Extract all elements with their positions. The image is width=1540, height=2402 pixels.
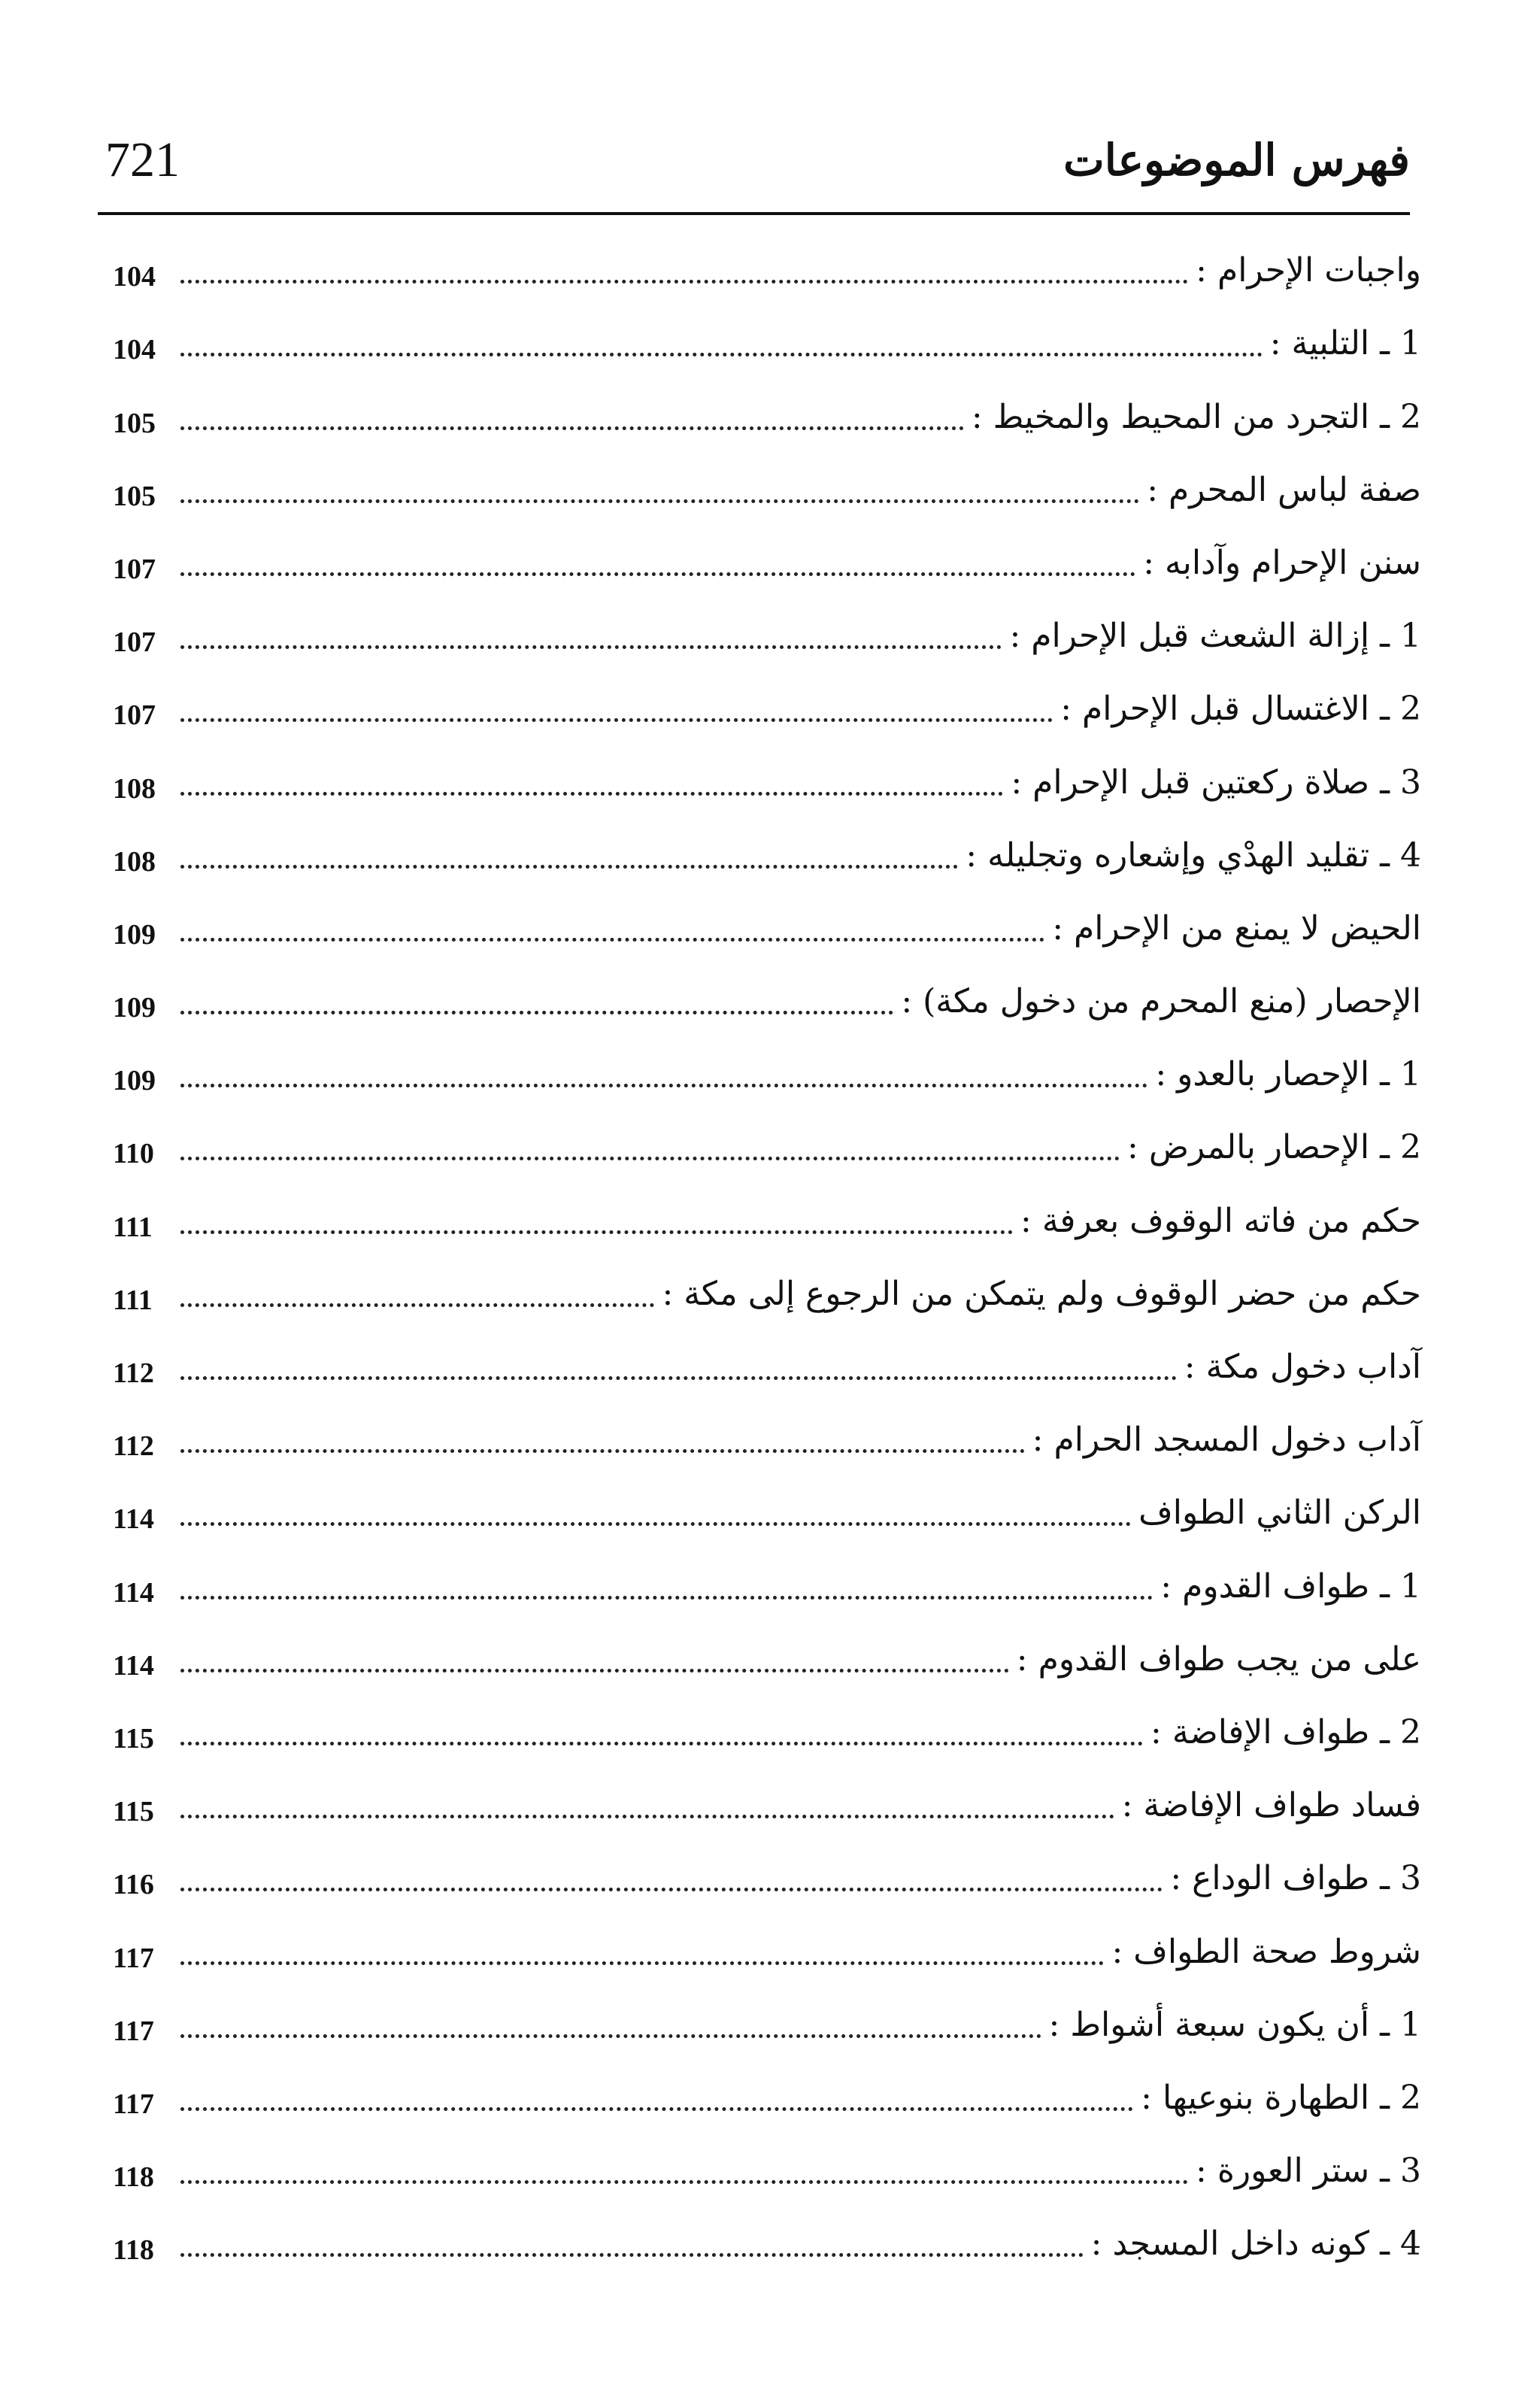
page-number: 721 bbox=[105, 132, 180, 187]
toc-entry[interactable] bbox=[113, 1761, 1421, 1833]
toc-page-number: 118 bbox=[113, 2234, 154, 2267]
toc-page-number: 108 bbox=[113, 845, 156, 878]
toc-page-number: 117 bbox=[113, 2015, 154, 2047]
header-divider bbox=[98, 212, 1410, 215]
toc-entry[interactable] bbox=[113, 2126, 1421, 2199]
toc-entry[interactable] bbox=[113, 1833, 1421, 1906]
toc-dot-leader bbox=[180, 1669, 1009, 1673]
toc-entry[interactable] bbox=[113, 1249, 1421, 1322]
toc-title: 4 ـ تقليد الهدْي وإشعاره وتجليله : bbox=[966, 836, 1421, 875]
toc-dot-leader bbox=[180, 1961, 1104, 1965]
toc-page-number: 107 bbox=[113, 553, 156, 585]
toc-dot-leader bbox=[180, 499, 1139, 503]
toc-entry[interactable] bbox=[113, 1906, 1421, 1979]
toc-page-number: 110 bbox=[113, 1138, 154, 1170]
toc-page-number: 112 bbox=[113, 1357, 154, 1389]
toc-page-number: 111 bbox=[113, 1211, 153, 1243]
toc-page-number: 109 bbox=[113, 992, 156, 1024]
toc-page-number: 118 bbox=[113, 2161, 154, 2194]
toc-entry[interactable] bbox=[113, 226, 1421, 299]
toc-title: على من يجب طواف القدوم : bbox=[1016, 1639, 1421, 1679]
toc-entry[interactable] bbox=[113, 811, 1421, 884]
toc-title: الركن الثاني الطواف bbox=[1138, 1494, 1421, 1533]
toc-entry[interactable] bbox=[113, 518, 1421, 591]
toc-title: 2 ـ التجرد من المحيط والمخيط : bbox=[971, 397, 1421, 436]
toc-dot-leader bbox=[180, 280, 1188, 284]
toc-dot-leader bbox=[180, 645, 1002, 649]
toc-entry[interactable] bbox=[113, 2199, 1421, 2272]
toc-dot-leader bbox=[180, 1742, 1143, 1745]
toc-title: الإحصار (منع المحرم من دخول مكة) : bbox=[901, 982, 1421, 1021]
toc-title: شروط صحة الطواف : bbox=[1111, 1932, 1421, 1971]
toc-page-number: 104 bbox=[113, 334, 156, 366]
toc-title: آداب دخول مكة : bbox=[1184, 1348, 1421, 1386]
toc-entry[interactable] bbox=[113, 2053, 1421, 2126]
toc-dot-leader bbox=[180, 2107, 1133, 2111]
table-of-contents bbox=[113, 226, 1421, 2272]
toc-dot-leader bbox=[180, 1376, 1177, 1380]
toc-entry[interactable] bbox=[113, 1102, 1421, 1175]
toc-title: سنن الإحرام وآدابه : bbox=[1143, 543, 1421, 582]
toc-dot-leader bbox=[180, 1449, 1025, 1453]
toc-dot-leader bbox=[180, 1303, 654, 1307]
toc-dot-leader bbox=[180, 572, 1135, 576]
toc-entry[interactable] bbox=[113, 1541, 1421, 1614]
toc-page-number: 105 bbox=[113, 480, 156, 512]
toc-title: 1 ـ التلبية : bbox=[1269, 324, 1421, 363]
toc-dot-leader bbox=[180, 938, 1044, 942]
toc-title: واجبات الإحرام : bbox=[1196, 251, 1421, 290]
toc-entry[interactable] bbox=[113, 737, 1421, 810]
toc-title: 4 ـ كونه داخل المسجد : bbox=[1090, 2225, 1421, 2264]
toc-page-number: 109 bbox=[113, 1065, 156, 1097]
toc-dot-leader bbox=[180, 353, 1263, 356]
toc-page-number: 114 bbox=[113, 1503, 154, 1536]
toc-dot-leader bbox=[180, 2253, 1084, 2257]
toc-entry[interactable] bbox=[113, 664, 1421, 737]
page-title: فهرس الموضوعات bbox=[1063, 135, 1410, 186]
toc-dot-leader bbox=[180, 1230, 1013, 1234]
toc-page-number: 117 bbox=[113, 2088, 154, 2120]
toc-entry[interactable] bbox=[113, 1980, 1421, 2053]
toc-dot-leader bbox=[180, 1157, 1120, 1160]
toc-dot-leader bbox=[180, 1084, 1147, 1087]
toc-entry[interactable] bbox=[113, 1468, 1421, 1541]
toc-page-number: 105 bbox=[113, 407, 156, 439]
toc-dot-leader bbox=[180, 2034, 1041, 2038]
toc-dot-leader bbox=[180, 718, 1053, 722]
toc-dot-leader bbox=[180, 865, 958, 869]
toc-title: 1 ـ أن يكون سبعة أشواط : bbox=[1048, 2005, 1421, 2044]
toc-entry[interactable] bbox=[113, 1395, 1421, 1468]
toc-page-number: 115 bbox=[113, 1722, 154, 1754]
toc-dot-leader bbox=[180, 1522, 1131, 1526]
toc-title: 2 ـ الاغتسال قبل الإحرام : bbox=[1060, 690, 1421, 729]
toc-dot-leader bbox=[180, 1815, 1114, 1818]
toc-page-number: 107 bbox=[113, 626, 156, 659]
toc-entry[interactable] bbox=[113, 1615, 1421, 1688]
toc-page-number: 107 bbox=[113, 699, 156, 732]
toc-title: حكم من حضر الوقوف ولم يتمكن من الرجوع إلى مكة : bbox=[662, 1274, 1421, 1313]
toc-title: 3 ـ صلاة ركعتين قبل الإحرام : bbox=[1011, 763, 1421, 802]
toc-page-number: 104 bbox=[113, 261, 156, 293]
toc-page-number: 111 bbox=[113, 1284, 153, 1316]
toc-entry[interactable] bbox=[113, 1688, 1421, 1761]
toc-title: فساد طواف الإفاضة : bbox=[1121, 1786, 1421, 1825]
toc-title: 1 ـ الإحصار بالعدو : bbox=[1155, 1055, 1421, 1094]
toc-dot-leader bbox=[180, 1011, 893, 1014]
toc-entry[interactable] bbox=[113, 884, 1421, 957]
toc-title: 1 ـ طواف القدوم : bbox=[1160, 1566, 1421, 1606]
toc-entry[interactable] bbox=[113, 299, 1421, 372]
toc-dot-leader bbox=[180, 1888, 1163, 1891]
toc-page-number: 117 bbox=[113, 1942, 154, 1974]
toc-dot-leader bbox=[180, 792, 1003, 796]
toc-title: 3 ـ طواف الوداع : bbox=[1170, 1859, 1421, 1898]
toc-title: 1 ـ إزالة الشعث قبل الإحرام : bbox=[1009, 617, 1421, 656]
toc-entry[interactable] bbox=[113, 445, 1421, 518]
toc-title: حكم من فاته الوقوف بعرفة : bbox=[1020, 1201, 1421, 1240]
toc-entry[interactable] bbox=[113, 957, 1421, 1030]
toc-entry[interactable] bbox=[113, 372, 1421, 444]
toc-title: 2 ـ الإحصار بالمرض : bbox=[1127, 1128, 1421, 1167]
toc-dot-leader bbox=[180, 2180, 1188, 2184]
toc-title: الحيض لا يمنع من الإحرام : bbox=[1052, 908, 1421, 948]
toc-page-number: 115 bbox=[113, 1796, 154, 1828]
toc-dot-leader bbox=[180, 426, 964, 430]
toc-page-number: 109 bbox=[113, 918, 156, 951]
toc-title: 2 ـ الطهارة بنوعيها : bbox=[1141, 2078, 1421, 2117]
toc-entry[interactable] bbox=[113, 1175, 1421, 1248]
toc-entry[interactable] bbox=[113, 1322, 1421, 1395]
toc-entry[interactable] bbox=[113, 1030, 1421, 1102]
toc-title: 3 ـ ستر العورة : bbox=[1196, 2152, 1421, 2191]
toc-page-number: 114 bbox=[113, 1649, 154, 1682]
toc-page-number: 112 bbox=[113, 1430, 154, 1463]
toc-title: صفة لباس المحرم : bbox=[1147, 470, 1421, 509]
toc-page-number: 114 bbox=[113, 1576, 154, 1609]
toc-title: 2 ـ طواف الإفاضة : bbox=[1150, 1712, 1421, 1751]
toc-title: آداب دخول المسجد الحرام : bbox=[1032, 1421, 1421, 1460]
toc-page-number: 108 bbox=[113, 772, 156, 805]
toc-entry[interactable] bbox=[113, 591, 1421, 664]
toc-dot-leader bbox=[180, 1596, 1153, 1600]
toc-page-number: 116 bbox=[113, 1869, 154, 1901]
page-header bbox=[98, 120, 1410, 203]
